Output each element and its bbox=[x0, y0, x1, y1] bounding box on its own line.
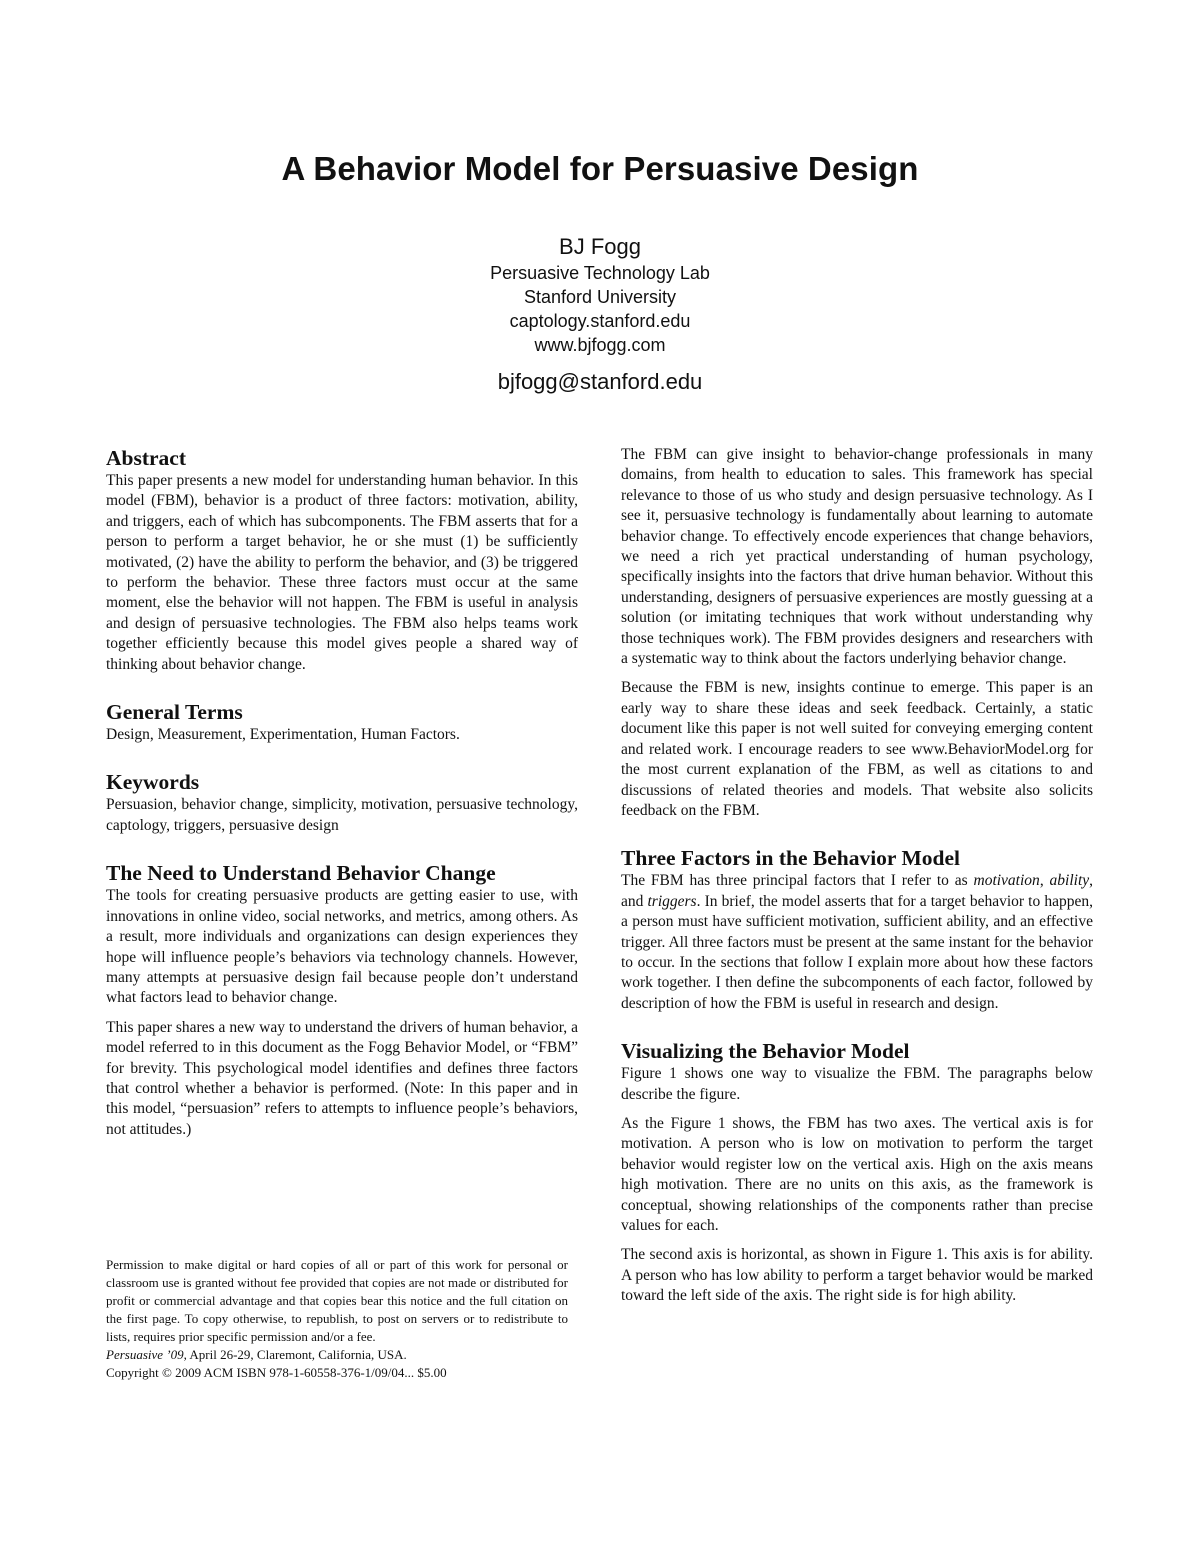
fbm-new-paragraph: Because the FBM is new, insights continue to emerge. This paper is an early way to share these ideas and seek feedback. Certainly, a static document like this paper is not well suited for conveying emerging content and related work. I encourage readers to see www.BehaviorModel.org for the most current explanation of the FBM, as well as citations to and discussions of related theories and models. That website also solicits feedback on the FBM. bbox=[621, 679, 1093, 819]
conference-name: Persuasive ’09 bbox=[106, 1347, 184, 1362]
general-terms-heading: General Terms bbox=[106, 700, 243, 725]
paper-title: A Behavior Model for Persuasive Design bbox=[281, 150, 919, 187]
general-terms-text: Design, Measurement, Experimentation, Human Factors. bbox=[106, 726, 460, 744]
affiliation-lab: Persuasive Technology Lab bbox=[490, 263, 710, 283]
term-triggers: triggers bbox=[647, 892, 697, 910]
fbm-intro-paragraph: The FBM can give insight to behavior-change professionals in many domains, from health to education to sales. This framework has special relevance to those of us who study and design persuasive technology. As I see it, persuasive technology is fundamentally about learning to automate behavior change. To effectively encode experiences that change behaviors, we need a rich yet practical understanding of human psychology, specifically insights into the factors that drive human behavior. Without this understanding, designers of persuasive experiences are mostly guessing at a solution (or imitating techniques that work without understanding why those techniques work). The FBM provides designers and researchers with a systematic way to think about the factors underlying behavior change. bbox=[621, 446, 1093, 668]
author-email: bjfogg@stanford.edu bbox=[497, 369, 703, 394]
visualizing-paragraph-2: As the Figure 1 shows, the FBM has two axes. The vertical axis is for motivation. A person who is low on motivation to perform the target behavior would register low on the vertical axis. High on the axis means high motivation. There are no units on this axis, as the framework is conceptual, showing relationships of the components rather than precise values for each. bbox=[621, 1114, 1093, 1234]
visualizing-heading: Visualizing the Behavior Model bbox=[621, 1039, 910, 1064]
conference-details: , April 26-29, Claremont, California, USA. bbox=[183, 1347, 407, 1362]
permission-text: Permission to make digital or hard copies of all or part of this work for personal or classroom use is granted without fee provided that copies are not made or distributed for profit or commercial advantage and that copies bear this notice and the full citation on the first page. To copy otherwise, to republish, to post on servers or to redistribute to lists, requires prior specific permission and/or a fee. bbox=[106, 1257, 568, 1344]
author-name: BJ Fogg bbox=[559, 234, 641, 259]
affiliation-site: captology.stanford.edu bbox=[509, 311, 691, 331]
term-motivation: motivation bbox=[973, 872, 1040, 890]
visualizing-paragraph-3: The second axis is horizontal, as shown in Figure 1. This axis is for ability. A person who has low ability to perform a target behavior would be marked toward the left side of the axis. The right side is for high ability. bbox=[621, 1246, 1093, 1305]
left-column bbox=[106, 445, 578, 1140]
three-factors-heading: Three Factors in the Behavior Model bbox=[621, 846, 960, 871]
right-column bbox=[621, 445, 1093, 1307]
keywords-heading: Keywords bbox=[106, 770, 200, 795]
need-heading: The Need to Understand Behavior Change bbox=[106, 861, 496, 886]
term-ability: ability bbox=[1049, 872, 1090, 890]
conference-line bbox=[106, 1346, 568, 1364]
abstract-heading: Abstract bbox=[106, 446, 187, 470]
need-paragraph-1: The tools for creating persuasive products are getting easier to use, with innovations in online video, social networks, and metrics, among others. As a result, more individuals and organizations can design experiences they hope will influence people’s behaviors via technology channels. However, many attempts at persuasive design fail because people don’t understand what factors lead to behavior change. bbox=[106, 887, 578, 1007]
author-block bbox=[0, 233, 1200, 396]
visualizing-paragraph-1: Figure 1 shows one way to visualize the FBM. The paragraphs below describe the figure. bbox=[621, 1065, 1093, 1103]
affiliation-university: Stanford University bbox=[523, 287, 677, 307]
keywords-text: Persuasion, behavior change, simplicity, motivation, persuasive technology, captology, triggers, persuasive design bbox=[106, 796, 578, 834]
affiliation-homepage: www.bjfogg.com bbox=[534, 335, 666, 355]
need-paragraph-2: This paper shares a new way to understand the drivers of human behavior, a model referred to in this document as the Fogg Behavior Model, or “FBM” for brevity. This psychological model identifies and defines three factors that control whether a behavior is performed. (Note: In this paper and in this model, “persuasion” refers to attempts to influence people’s behaviors, not attitudes.) bbox=[106, 1018, 578, 1138]
three-factors-paragraph: The FBM has three principal factors that I refer to as motivation, ability, and triggers. In brief, the model asserts that for a target behavior to happen, a person must have sufficient motivation, sufficient ability, and an effective trigger. All three factors must be present at the same instant for the behavior to occur. In the sections that follow I explain more about how these factors work together. I then define the subcomponents of each factor, followed by description of how the FBM is useful in research and design. bbox=[621, 872, 1094, 1012]
permission-footer bbox=[106, 1256, 568, 1382]
copyright-line: Copyright © 2009 ACM ISBN 978-1-60558-376-1/09/04... $5.00 bbox=[106, 1365, 447, 1380]
abstract-text: This paper presents a new model for understanding human behavior. In this model (FBM), behavior is a product of three factors: motivation, ability, and triggers, each of which has subcomponents. The FBM asserts that for a person to perform a target behavior, he or she must (1) be sufficiently motivated, (2) have the ability to perform the behavior, and (3) be triggered to perform the behavior. These three factors must occur at the same moment, else the behavior will not happen. The FBM is useful in analysis and design of persuasive technologies. The FBM also helps teams work together efficiently because this model gives people a shared way of thinking about behavior change. bbox=[106, 472, 578, 673]
